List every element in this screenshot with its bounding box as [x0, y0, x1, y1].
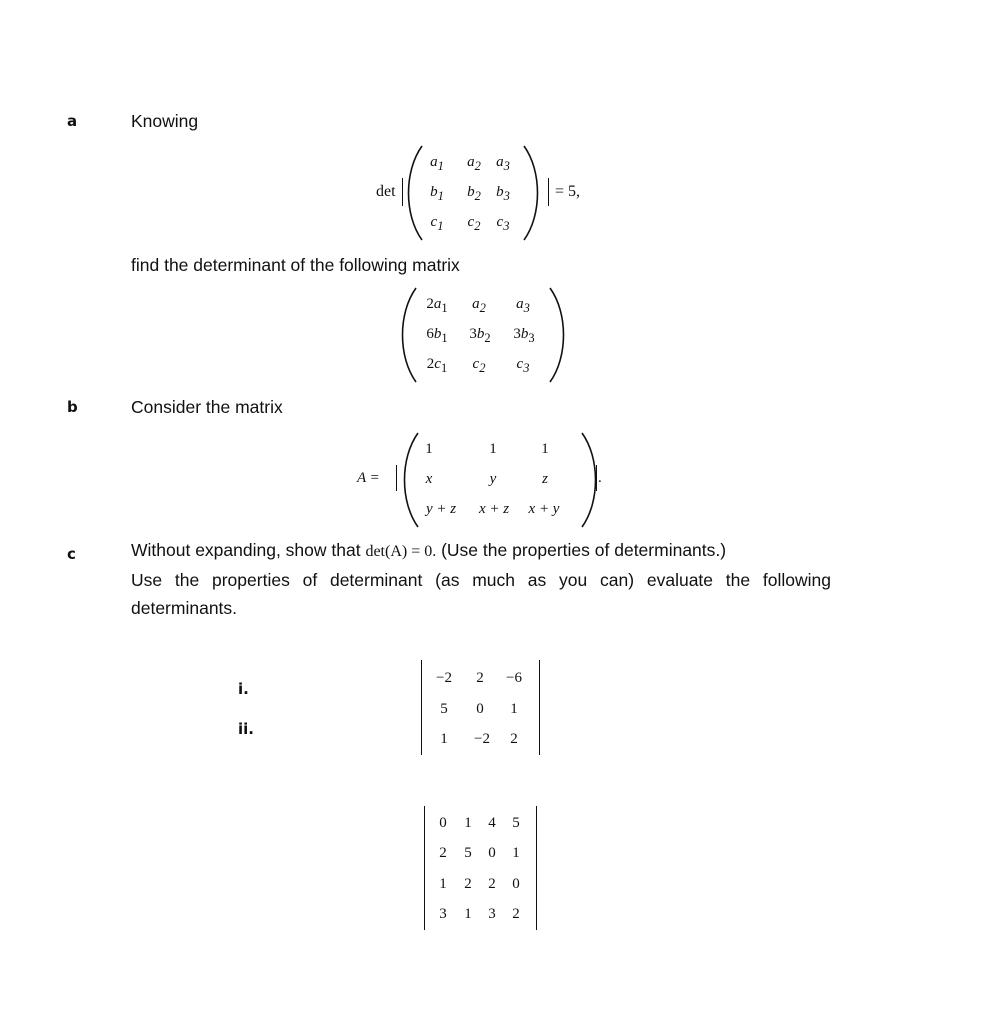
matrix-a-separator-right: [596, 465, 597, 491]
det-ii-cell: 0: [488, 845, 496, 861]
det-ii-cell: 0: [512, 876, 520, 892]
part-c-show-suffix: (Use the properties of determinants.): [436, 540, 727, 560]
part-b-intro: Consider the matrix: [131, 397, 283, 417]
part-c-show-prefix: Without expanding, show that: [131, 540, 366, 560]
det-i-cell: 2: [510, 731, 518, 747]
det-i-cell: −6: [506, 670, 522, 686]
det-i-cell: −2: [474, 731, 490, 747]
det-i-cell: 2: [476, 670, 484, 686]
given-cell: $b_3$: [496, 184, 510, 203]
matrix-a-separator: [396, 465, 397, 491]
part-c-evaluate: Use the properties of determinant (as much as you can) evaluate the following determinants.: [131, 570, 831, 618]
det-i-cell: 0: [476, 701, 484, 717]
label-c: c: [67, 545, 76, 563]
det-i-left-bar: [421, 660, 422, 755]
label-i: i.: [238, 680, 249, 698]
given-left-paren: [402, 143, 426, 243]
given-cell: $b_2$: [467, 184, 481, 203]
det-ii-cell: 5: [512, 815, 520, 831]
given-cell: $c_1$: [430, 214, 444, 233]
part-a-intro: Knowing: [131, 111, 199, 131]
det-ii-cell: 2: [512, 906, 520, 922]
given-right-paren: [520, 143, 544, 243]
det-i-cell: 1: [510, 701, 518, 717]
det-ii-cell: 2: [464, 876, 472, 892]
matrix-a-period: .: [598, 470, 602, 486]
matrix-a-cell: x + z: [478, 501, 510, 517]
label-b: b: [67, 398, 78, 416]
det-ii-cell: 0: [439, 815, 447, 831]
given-cell: $c_3$: [496, 214, 510, 233]
given-cell: $a_2$: [467, 154, 481, 173]
matrix-name: A =: [357, 470, 380, 486]
det-word: det: [376, 183, 396, 200]
given-cell: $a_1$: [430, 154, 444, 173]
target-cell: $c_2$: [472, 356, 486, 375]
target-cell: $c_3$: [516, 356, 530, 375]
target-cell: $6b_1$: [426, 326, 448, 345]
given-cell: $a_3$: [496, 154, 510, 173]
part-c-show-math: det(A) = 0.: [365, 543, 437, 560]
det-ii-cell: 3: [488, 906, 496, 922]
det-ii-cell: 2: [488, 876, 496, 892]
det-separator-right: [548, 178, 549, 206]
given-cell: $c_2$: [467, 214, 481, 233]
target-cell: $a_3$: [516, 296, 530, 315]
det-i-right-bar: [539, 660, 540, 755]
matrix-a-cell: z: [542, 471, 548, 487]
label-a: a: [67, 112, 78, 130]
det-ii-cell: 1: [439, 876, 447, 892]
part-c-show: [131, 536, 726, 566]
det-i-cell: 5: [440, 701, 448, 717]
det-ii-cell: 3: [439, 906, 447, 922]
matrix-a-cell: x: [425, 471, 433, 487]
det-ii-cell: 1: [464, 815, 472, 831]
det-i-cell: −2: [436, 670, 452, 686]
det-ii-right-bar: [536, 806, 537, 930]
target-cell: $3b_2$: [469, 326, 491, 345]
label-ii: ii.: [238, 720, 254, 738]
matrix-a-cell: x + y: [528, 501, 560, 517]
matrix-a-cell: 1: [425, 441, 433, 457]
target-cell: $3b_3$: [513, 326, 535, 345]
target-left-paren: [396, 285, 420, 385]
target-cell: $2a_1$: [426, 296, 448, 315]
target-cell: $a_2$: [472, 296, 486, 315]
det-ii-left-bar: [424, 806, 425, 930]
det-ii-cell: 5: [464, 845, 472, 861]
matrix-a-cell: y + z: [425, 501, 457, 517]
matrix-a-cell: y: [489, 471, 497, 487]
part-a-instruction: find the determinant of the following matrix: [131, 255, 460, 275]
given-value: = 5,: [555, 183, 581, 200]
det-ii-cell: 1: [464, 906, 472, 922]
target-cell: $2c_1$: [426, 356, 448, 375]
matrix-a-cell: 1: [541, 441, 549, 457]
det-i-cell: 1: [440, 731, 448, 747]
det-ii-cell: 1: [512, 845, 520, 861]
target-right-paren: [546, 285, 570, 385]
det-ii-cell: 4: [488, 815, 496, 831]
given-cell: $b_1$: [430, 184, 444, 203]
det-ii-cell: 2: [439, 845, 447, 861]
matrix-a-cell: 1: [489, 441, 497, 457]
